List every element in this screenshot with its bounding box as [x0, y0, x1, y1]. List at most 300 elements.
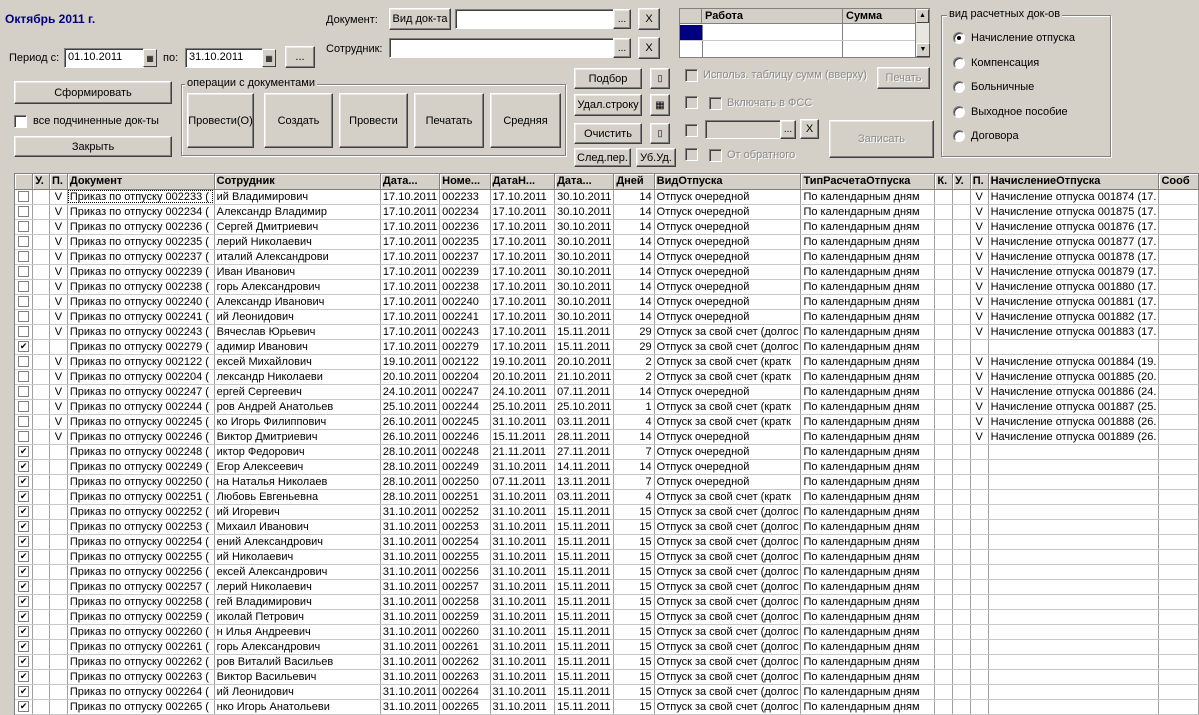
cell-dk: 21.10.2011 [555, 369, 614, 384]
table-row[interactable] [15, 534, 1199, 549]
documents-grid[interactable] [14, 173, 1199, 715]
cell-d1: 17.10.2011 [380, 309, 439, 324]
row-checkbox[interactable]: ✔ [15, 699, 33, 714]
operations-title: операции с документами [187, 77, 315, 89]
cell-message [1159, 264, 1199, 279]
cell-u [33, 264, 50, 279]
cell-d1: 17.10.2011 [380, 204, 439, 219]
table-row[interactable] [15, 474, 1199, 489]
cell-num: 002240 [440, 294, 490, 309]
row-checkbox[interactable]: ✔ [15, 609, 33, 624]
cell-message [1159, 549, 1199, 564]
cell-k [935, 354, 953, 369]
cell-tip: По календарным дням [801, 594, 935, 609]
all-sub-docs-checkbox[interactable] [14, 115, 27, 128]
cell-nach [988, 444, 1159, 459]
table-row[interactable] [15, 519, 1199, 534]
cell-u [33, 309, 50, 324]
cell-k [935, 204, 953, 219]
cell-emp: Вячеслав Юрьевич [214, 324, 380, 339]
cell-dk: 15.11.2011 [555, 579, 614, 594]
cell-vid: Отпуск очередной [654, 309, 801, 324]
cell-dk: 15.11.2011 [555, 699, 614, 714]
cell-p [50, 684, 68, 699]
cell-u [33, 549, 50, 564]
from-reverse-checkbox[interactable] [709, 149, 722, 162]
table-row[interactable] [15, 699, 1199, 714]
cell-p2 [970, 444, 988, 459]
pick-button[interactable]: Подбор [574, 68, 642, 89]
cell-message [1159, 684, 1199, 699]
doc-kind-title: вид расчетных док-ов [949, 8, 1061, 20]
next-period-button[interactable]: След.пер. [574, 148, 631, 167]
cell-tip: По календарным дням [801, 684, 935, 699]
calendar-from-icon[interactable]: ▦ [143, 49, 157, 67]
cell-p2 [970, 519, 988, 534]
row-checkbox[interactable]: ✔ [15, 519, 33, 534]
table-row[interactable] [15, 309, 1199, 324]
table-row[interactable] [15, 234, 1199, 249]
column-header-13[interactable]: У. [953, 174, 971, 189]
cell-k [935, 489, 953, 504]
period-from-field[interactable]: 01.10.2011 [64, 48, 144, 68]
cell-nach [988, 564, 1159, 579]
cell-p: V [50, 219, 68, 234]
cell-dn: 31.10.2011 [490, 609, 555, 624]
table-row[interactable] [15, 669, 1199, 684]
cell-emp: иктор Федорович [214, 444, 380, 459]
column-header-12[interactable]: К. [935, 174, 953, 189]
employee-clear-button[interactable]: X [638, 37, 660, 59]
column-header-10[interactable]: ВидОтпуска [654, 174, 801, 189]
option-field[interactable] [705, 120, 781, 139]
table-row[interactable] [15, 624, 1199, 639]
cell-num: 002256 [440, 564, 490, 579]
cell-p2: V [970, 219, 988, 234]
cell-u2 [953, 354, 971, 369]
doc-kind-label-0: Начисление отпуска [971, 32, 1076, 44]
cell-p: V [50, 279, 68, 294]
column-header-4[interactable]: Сотрудник [214, 174, 380, 189]
cell-emp: адимир Иванович [214, 339, 380, 354]
cell-u2 [953, 264, 971, 279]
table-row[interactable] [15, 279, 1199, 294]
cell-nach: Начисление отпуска 001879 (17. [988, 264, 1159, 279]
cell-u [33, 339, 50, 354]
cell-vid: Отпуск за свой счет (кратк [654, 354, 801, 369]
cell-u2 [953, 699, 971, 714]
employee-field[interactable] [389, 38, 614, 58]
cell-p [50, 549, 68, 564]
cell-u [33, 354, 50, 369]
cell-k [935, 609, 953, 624]
cell-tip: По календарным дням [801, 669, 935, 684]
cell-dn: 31.10.2011 [490, 489, 555, 504]
cell-nach [988, 474, 1159, 489]
row-checkbox[interactable]: ✔ [15, 654, 33, 669]
column-header-11[interactable]: ТипРасчетаОтпуска [801, 174, 935, 189]
doc-kind-radio-1[interactable] [953, 57, 965, 69]
row-checkbox[interactable]: ✔ [15, 459, 33, 474]
cell-p2 [970, 669, 988, 684]
cell-dn: 24.10.2011 [490, 384, 555, 399]
document-field[interactable] [455, 9, 614, 29]
period-to-field[interactable]: 31.10.2011 [185, 48, 263, 68]
cell-nach [988, 624, 1159, 639]
cell-k [935, 519, 953, 534]
cell-u2 [953, 534, 971, 549]
cell-message [1159, 579, 1199, 594]
cell-p2 [970, 594, 988, 609]
cell-p: V [50, 249, 68, 264]
column-header-0[interactable] [15, 174, 33, 189]
cell-dn: 17.10.2011 [490, 219, 555, 234]
row-checkbox[interactable]: ✔ [15, 444, 33, 459]
clear-button[interactable]: Очистить [574, 123, 642, 144]
cell-dk: 28.11.2011 [555, 429, 614, 444]
row-checkbox[interactable] [15, 249, 33, 264]
remove-deleted-button[interactable]: Уб.Уд. [636, 148, 676, 167]
doc-kind-radio-2[interactable] [953, 81, 965, 93]
table-row[interactable] [15, 339, 1199, 354]
mini-table[interactable] [679, 8, 930, 58]
cell-nach: Начисление отпуска 001889 (26. [988, 429, 1159, 444]
cell-p: V [50, 369, 68, 384]
cell-message [1159, 399, 1199, 414]
option-checkbox-3[interactable] [685, 124, 698, 137]
include-fss-checkbox[interactable] [709, 97, 722, 110]
row-checkbox[interactable]: ✔ [15, 579, 33, 594]
cell-dn: 31.10.2011 [490, 639, 555, 654]
layout-icon-3[interactable]: ▯ [650, 123, 670, 144]
cell-tip: По календарным дням [801, 459, 935, 474]
table-row[interactable] [15, 444, 1199, 459]
option-select-button[interactable]: ... [780, 120, 796, 139]
column-header-3[interactable]: Документ [67, 174, 214, 189]
table-row[interactable] [15, 189, 1199, 204]
cell-message [1159, 279, 1199, 294]
document-clear-button[interactable]: X [638, 8, 660, 30]
cell-k [935, 684, 953, 699]
cell-u [33, 249, 50, 264]
cell-p2 [970, 609, 988, 624]
table-row[interactable] [15, 354, 1199, 369]
cell-u [33, 594, 50, 609]
cell-num: 002243 [440, 324, 490, 339]
cell-u [33, 414, 50, 429]
table-row[interactable] [15, 369, 1199, 384]
cell-days: 14 [614, 189, 654, 204]
doc-kind-label-3: Выходное пособие [971, 105, 1068, 118]
cell-nach: Начисление отпуска 001886 (24. [988, 384, 1159, 399]
cell-vid: Отпуск за свой счет (долгос [654, 594, 801, 609]
cell-dk: 15.11.2011 [555, 654, 614, 669]
row-checkbox[interactable] [15, 429, 33, 444]
cell-emp: лександр Николаеви [214, 369, 380, 384]
row-checkbox[interactable]: ✔ [15, 474, 33, 489]
table-row[interactable] [15, 399, 1199, 414]
cell-p2: V [970, 249, 988, 264]
post-button[interactable]: Провести [339, 93, 408, 148]
cell-days: 15 [614, 624, 654, 639]
close-button[interactable]: Закрыть [14, 136, 172, 157]
column-header-6[interactable]: Номе... [440, 174, 490, 189]
row-checkbox[interactable] [15, 414, 33, 429]
cell-emp: Александр Владимир [214, 204, 380, 219]
cell-emp: на Наталья Николаев [214, 474, 380, 489]
cell-u [33, 279, 50, 294]
cell-doc: Приказ по отпуску 002279 ( [67, 339, 214, 354]
row-checkbox[interactable] [15, 294, 33, 309]
cell-u2 [953, 414, 971, 429]
cell-u [33, 519, 50, 534]
table-row[interactable] [15, 684, 1199, 699]
cell-dn: 20.10.2011 [490, 369, 555, 384]
row-checkbox[interactable]: ✔ [15, 639, 33, 654]
cell-dn: 31.10.2011 [490, 564, 555, 579]
table-row[interactable] [15, 459, 1199, 474]
cell-dn: 31.10.2011 [490, 624, 555, 639]
cell-emp: Александр Иванович [214, 294, 380, 309]
cell-p2 [970, 339, 988, 354]
cell-dn: 31.10.2011 [490, 579, 555, 594]
cell-tip: По календарным дням [801, 204, 935, 219]
cell-message [1159, 189, 1199, 204]
row-checkbox[interactable]: ✔ [15, 549, 33, 564]
employee-select-button[interactable]: ... [613, 38, 631, 58]
cell-num: 002251 [440, 489, 490, 504]
row-checkbox[interactable] [15, 399, 33, 414]
cell-emp: иколай Петрович [214, 609, 380, 624]
layout-icon-1[interactable]: ▯ [650, 68, 670, 89]
cell-dn: 17.10.2011 [490, 204, 555, 219]
table-row[interactable] [15, 594, 1199, 609]
option-checkbox-4[interactable] [685, 148, 698, 161]
cell-vid: Отпуск за свой счет (долгос [654, 579, 801, 594]
row-checkbox[interactable] [15, 204, 33, 219]
layout-icon-2[interactable]: ▦ [650, 94, 670, 116]
column-header-5[interactable]: Дата... [380, 174, 439, 189]
cell-message [1159, 534, 1199, 549]
cell-doc: Приказ по отпуску 002234 ( [67, 204, 214, 219]
cell-days: 15 [614, 609, 654, 624]
cell-num: 002236 [440, 219, 490, 234]
row-checkbox[interactable]: ✔ [15, 489, 33, 504]
cell-k [935, 249, 953, 264]
row-checkbox[interactable]: ✔ [15, 564, 33, 579]
table-row[interactable] [15, 429, 1199, 444]
cell-p: V [50, 384, 68, 399]
document-select-button[interactable]: ... [613, 9, 631, 29]
cell-days: 15 [614, 579, 654, 594]
row-checkbox[interactable]: ✔ [15, 339, 33, 354]
doc-kind-radio-3[interactable] [953, 106, 965, 118]
cell-u [33, 534, 50, 549]
create-button[interactable]: Создать [264, 93, 333, 148]
cell-doc: Приказ по отпуску 002239 ( [67, 264, 214, 279]
post-o-button[interactable]: Провести(О) [187, 93, 254, 148]
cell-p: V [50, 324, 68, 339]
cell-tip: По календарным дням [801, 699, 935, 714]
table-row[interactable] [15, 264, 1199, 279]
column-header-9[interactable]: Дней [614, 174, 654, 189]
cell-d1: 31.10.2011 [380, 684, 439, 699]
mini-col-work[interactable]: Работа [705, 10, 744, 22]
cell-message [1159, 504, 1199, 519]
cell-message [1159, 624, 1199, 639]
cell-p2: V [970, 189, 988, 204]
cell-tip: По календарным дням [801, 429, 935, 444]
cell-p2 [970, 639, 988, 654]
cell-k [935, 579, 953, 594]
table-row[interactable] [15, 294, 1199, 309]
cell-vid: Отпуск очередной [654, 189, 801, 204]
mini-scrollbar[interactable]: ▲ ▼ [915, 9, 929, 57]
delete-row-button[interactable]: Удал.строку [574, 94, 642, 116]
cell-nach: Начисление отпуска 001877 (17. [988, 234, 1159, 249]
row-checkbox[interactable] [15, 219, 33, 234]
cell-tip: По календарным дням [801, 234, 935, 249]
cell-nach [988, 519, 1159, 534]
row-checkbox[interactable] [15, 354, 33, 369]
column-header-15[interactable]: НачислениеОтпуска [988, 174, 1159, 189]
cell-u2 [953, 249, 971, 264]
cell-u2 [953, 339, 971, 354]
cell-k [935, 549, 953, 564]
doc-kind-radio-0[interactable] [953, 32, 965, 44]
column-header-16[interactable]: Сооб [1159, 174, 1199, 189]
row-checkbox[interactable] [15, 189, 33, 204]
table-row[interactable] [15, 579, 1199, 594]
row-checkbox[interactable]: ✔ [15, 624, 33, 639]
table-row[interactable] [15, 639, 1199, 654]
table-row[interactable] [15, 609, 1199, 624]
cell-num: 002262 [440, 654, 490, 669]
cell-u [33, 684, 50, 699]
table-row[interactable] [15, 564, 1199, 579]
cell-p [50, 669, 68, 684]
row-checkbox[interactable]: ✔ [15, 594, 33, 609]
table-row[interactable] [15, 504, 1199, 519]
column-header-14[interactable]: П. [970, 174, 988, 189]
cell-dk: 15.11.2011 [555, 549, 614, 564]
cell-p2: V [970, 264, 988, 279]
cell-nach [988, 579, 1159, 594]
cell-nach [988, 549, 1159, 564]
doc-kind-radio-4[interactable] [953, 130, 965, 142]
row-checkbox[interactable] [15, 309, 33, 324]
doc-kind-label-2: Больничные [971, 81, 1035, 93]
table-row[interactable] [15, 414, 1199, 429]
cell-k [935, 459, 953, 474]
cell-doc: Приказ по отпуску 002250 ( [67, 474, 214, 489]
average-button[interactable]: Средняя [490, 93, 561, 148]
row-checkbox[interactable] [15, 384, 33, 399]
table-row[interactable] [15, 489, 1199, 504]
row-checkbox[interactable] [15, 264, 33, 279]
save-button[interactable]: Записать [829, 120, 934, 158]
row-checkbox[interactable] [15, 324, 33, 339]
cell-dn: 31.10.2011 [490, 684, 555, 699]
cell-days: 2 [614, 369, 654, 384]
column-header-8[interactable]: Дата... [555, 174, 614, 189]
table-row[interactable] [15, 654, 1199, 669]
row-checkbox[interactable] [15, 369, 33, 384]
row-checkbox[interactable]: ✔ [15, 534, 33, 549]
cell-dk: 15.11.2011 [555, 594, 614, 609]
table-row[interactable] [15, 324, 1199, 339]
cell-k [935, 444, 953, 459]
cell-tip: По календарным дням [801, 324, 935, 339]
cell-dk: 15.11.2011 [555, 504, 614, 519]
table-row[interactable] [15, 549, 1199, 564]
cell-d1: 31.10.2011 [380, 669, 439, 684]
cell-dn: 17.10.2011 [490, 339, 555, 354]
cell-p2 [970, 549, 988, 564]
calendar-to-icon[interactable]: ▦ [262, 49, 276, 67]
cell-p: V [50, 309, 68, 324]
form-button[interactable]: Сформировать [14, 81, 172, 104]
cell-dn: 31.10.2011 [490, 504, 555, 519]
cell-dk: 30.10.2011 [555, 219, 614, 234]
cell-p2 [970, 489, 988, 504]
row-checkbox[interactable]: ✔ [15, 504, 33, 519]
cell-doc: Приказ по отпуску 002259 ( [67, 609, 214, 624]
documents-table[interactable] [15, 174, 1199, 715]
row-checkbox[interactable]: ✔ [15, 669, 33, 684]
table-row[interactable] [15, 384, 1199, 399]
cell-vid: Отпуск за свой счет (кратк [654, 399, 801, 414]
cell-k [935, 429, 953, 444]
cell-vid: Отпуск за свой счет (долгос [654, 639, 801, 654]
column-header-7[interactable]: ДатаН... [490, 174, 555, 189]
cell-num: 002204 [440, 369, 490, 384]
cell-days: 15 [614, 699, 654, 714]
doc-type-button[interactable]: Вид док-та [389, 8, 451, 30]
cell-message [1159, 234, 1199, 249]
cell-nach [988, 654, 1159, 669]
row-checkbox[interactable] [15, 234, 33, 249]
cell-p2 [970, 654, 988, 669]
column-header-1[interactable]: У. [33, 174, 50, 189]
table-row[interactable] [15, 249, 1199, 264]
print-docs-button[interactable]: Печатать [414, 93, 484, 148]
cell-doc: Приказ по отпуску 002122 ( [67, 354, 214, 369]
mini-col-sum[interactable]: Сумма [846, 10, 883, 22]
table-row[interactable] [15, 204, 1199, 219]
row-checkbox[interactable] [15, 279, 33, 294]
cell-d1: 31.10.2011 [380, 639, 439, 654]
print-button[interactable]: Печать [877, 67, 930, 89]
option-clear-button[interactable]: X [800, 119, 819, 139]
use-table-checkbox[interactable] [685, 69, 698, 82]
option-checkbox-2[interactable] [685, 96, 698, 109]
cell-message [1159, 414, 1199, 429]
row-checkbox[interactable]: ✔ [15, 684, 33, 699]
table-row[interactable] [15, 219, 1199, 234]
column-header-2[interactable]: П. [50, 174, 68, 189]
cell-dk: 25.10.2011 [555, 399, 614, 414]
cell-dn: 17.10.2011 [490, 249, 555, 264]
cell-doc: Приказ по отпуску 002257 ( [67, 579, 214, 594]
employee-label: Сотрудник: [326, 43, 383, 55]
cell-p2: V [970, 204, 988, 219]
cell-num: 002237 [440, 249, 490, 264]
cell-dk: 30.10.2011 [555, 249, 614, 264]
cell-doc: Приказ по отпуску 002253 ( [67, 519, 214, 534]
cell-vid: Отпуск очередной [654, 264, 801, 279]
period-select-button[interactable]: ... [285, 46, 315, 68]
